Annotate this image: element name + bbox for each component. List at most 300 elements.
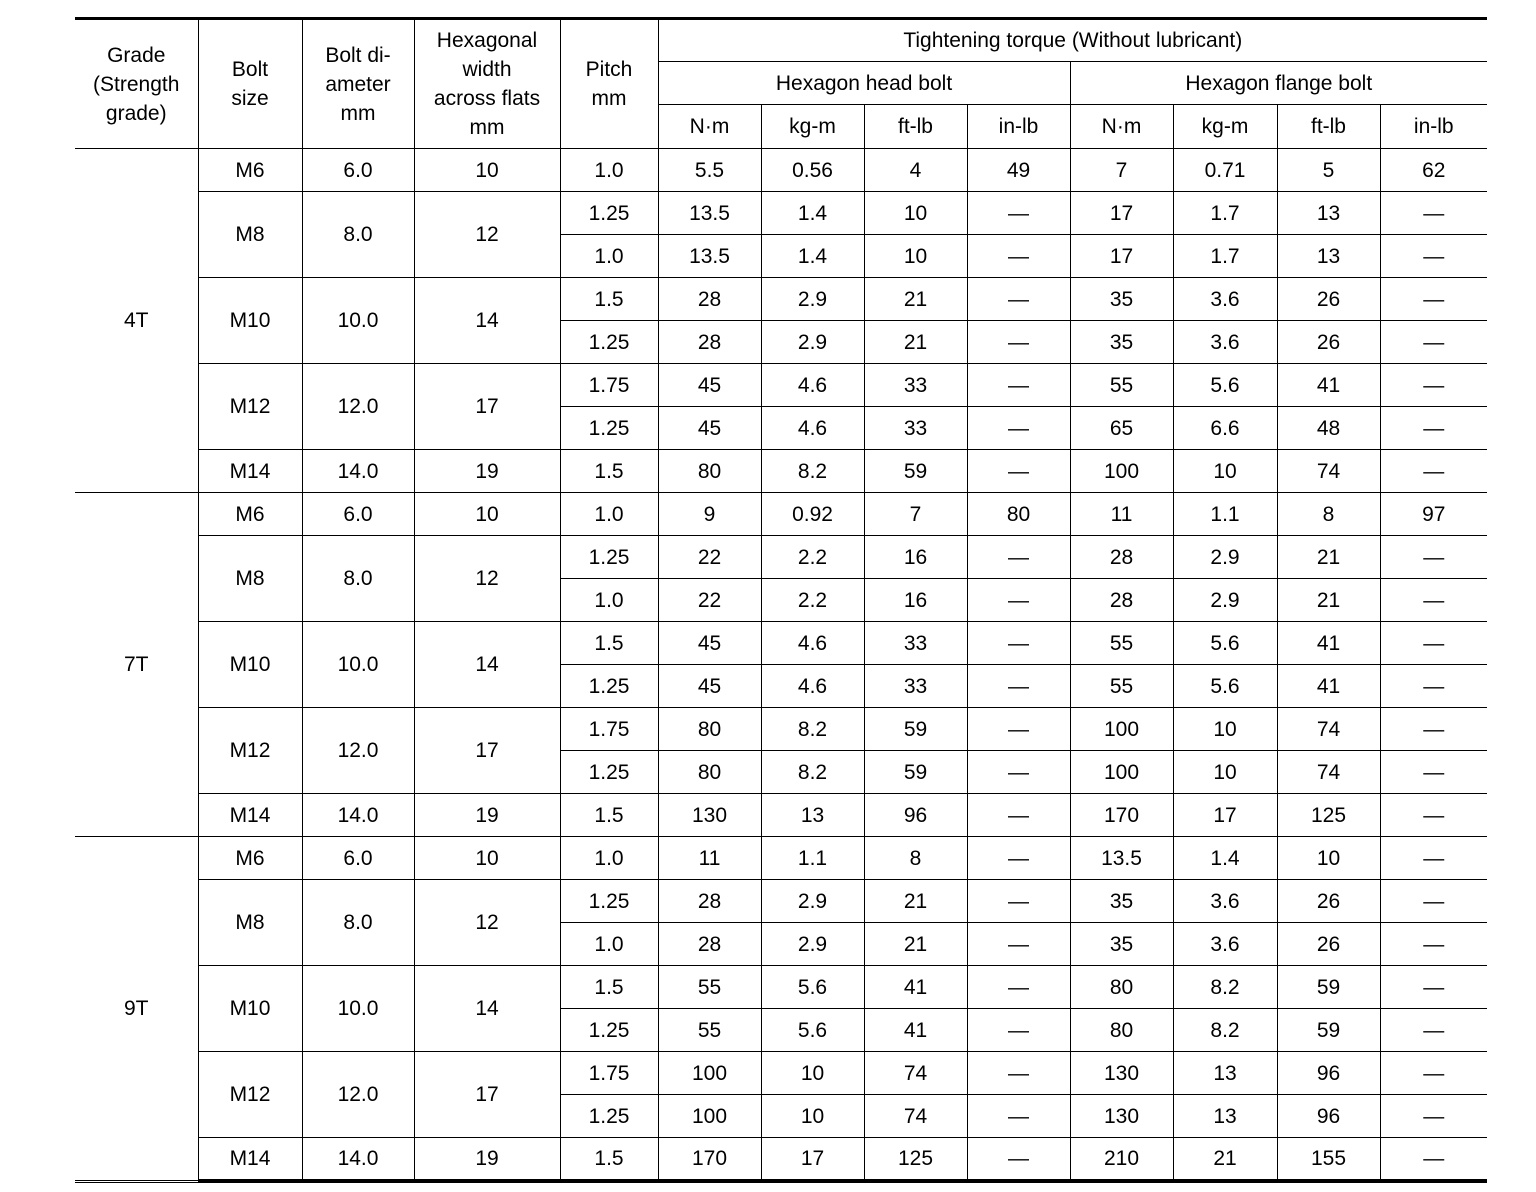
flange-bolt-torque-cell: 35 <box>1070 278 1173 321</box>
head-bolt-torque-cell: 10 <box>761 1095 864 1138</box>
flange-bolt-torque-cell: 55 <box>1070 622 1173 665</box>
head-bolt-torque-cell: — <box>967 321 1070 364</box>
pitch-cell: 1.0 <box>560 493 658 536</box>
head-bolt-torque-cell: 21 <box>864 278 967 321</box>
hex-width-cell: 17 <box>414 364 560 450</box>
table-row <box>75 1052 1487 1095</box>
flange-bolt-torque-cell: 17 <box>1173 794 1277 837</box>
flange-bolt-torque-cell: 3.6 <box>1173 321 1277 364</box>
flange-bolt-torque-cell: 5.6 <box>1173 364 1277 407</box>
flange-bolt-torque-cell: 35 <box>1070 923 1173 966</box>
flange-bolt-torque-cell: — <box>1380 794 1487 837</box>
hex-width-cell: 17 <box>414 708 560 794</box>
head-bolt-torque-cell: 8.2 <box>761 751 864 794</box>
pitch-cell: 1.5 <box>560 278 658 321</box>
head-bolt-torque-cell: — <box>967 966 1070 1009</box>
flange-bolt-torque-cell: 55 <box>1070 364 1173 407</box>
flange-bolt-torque-cell: 2.9 <box>1173 579 1277 622</box>
head-bolt-torque-cell: 0.56 <box>761 149 864 192</box>
head-bolt-torque-cell: — <box>967 450 1070 493</box>
flange-bolt-torque-cell: 10 <box>1277 837 1380 880</box>
header-hex-width-line: mm <box>469 116 505 139</box>
header-hex-width-line: Hexagonal <box>436 29 538 52</box>
head-bolt-torque-cell: — <box>967 1052 1070 1095</box>
head-bolt-torque-cell: 13.5 <box>658 235 761 278</box>
flange-bolt-torque-cell: 74 <box>1277 450 1380 493</box>
hex-width-cell: 19 <box>414 794 560 837</box>
flange-bolt-torque-cell: 59 <box>1277 966 1380 1009</box>
header-pitch <box>560 19 658 149</box>
head-bolt-torque-cell: — <box>967 579 1070 622</box>
bolt-diameter-cell: 8.0 <box>302 192 414 278</box>
table-row <box>75 966 1487 1009</box>
flange-bolt-torque-cell: — <box>1380 880 1487 923</box>
head-bolt-torque-cell: — <box>967 880 1070 923</box>
flange-bolt-torque-cell: 5.6 <box>1173 622 1277 665</box>
unit-header: ft-lb <box>864 105 967 149</box>
flange-bolt-torque-cell: 125 <box>1277 794 1380 837</box>
flange-bolt-torque-cell: 35 <box>1070 321 1173 364</box>
unit-header: kg-m <box>1173 105 1277 149</box>
bolt-diameter-cell: 12.0 <box>302 1052 414 1138</box>
flange-bolt-torque-cell: 6.6 <box>1173 407 1277 450</box>
table-row <box>75 880 1487 923</box>
flange-bolt-torque-cell: — <box>1380 321 1487 364</box>
flange-bolt-torque-cell: 80 <box>1070 966 1173 1009</box>
pitch-cell: 1.0 <box>560 235 658 278</box>
head-bolt-torque-cell: — <box>967 192 1070 235</box>
flange-bolt-torque-cell: 17 <box>1070 192 1173 235</box>
flange-bolt-torque-cell: — <box>1380 579 1487 622</box>
flange-bolt-torque-cell: — <box>1380 751 1487 794</box>
head-bolt-torque-cell: 21 <box>864 923 967 966</box>
pitch-cell: 1.25 <box>560 751 658 794</box>
head-bolt-torque-cell: 130 <box>658 794 761 837</box>
flange-bolt-torque-cell: 41 <box>1277 665 1380 708</box>
head-bolt-torque-cell: 59 <box>864 450 967 493</box>
flange-bolt-torque-cell: 155 <box>1277 1138 1380 1181</box>
head-bolt-torque-cell: 16 <box>864 579 967 622</box>
head-bolt-torque-cell: — <box>967 751 1070 794</box>
flange-bolt-torque-cell: 3.6 <box>1173 923 1277 966</box>
flange-bolt-torque-cell: 3.6 <box>1173 278 1277 321</box>
head-bolt-torque-cell: 74 <box>864 1052 967 1095</box>
flange-bolt-torque-cell: — <box>1380 450 1487 493</box>
head-bolt-torque-cell: 13 <box>761 794 864 837</box>
flange-bolt-torque-cell: 21 <box>1173 1138 1277 1181</box>
header-pitch-line: Pitch <box>585 58 633 81</box>
head-bolt-torque-cell: — <box>967 708 1070 751</box>
head-bolt-torque-cell: 8.2 <box>761 708 864 751</box>
flange-bolt-torque-cell: 62 <box>1380 149 1487 192</box>
head-bolt-torque-cell: 16 <box>864 536 967 579</box>
grade-cell: 7T <box>75 493 198 837</box>
flange-bolt-torque-cell: 28 <box>1070 579 1173 622</box>
bolt-size-cell: M12 <box>198 708 302 794</box>
bolt-size-cell: M8 <box>198 880 302 966</box>
head-bolt-torque-cell: 2.9 <box>761 923 864 966</box>
pitch-cell: 1.0 <box>560 923 658 966</box>
pitch-cell: 1.75 <box>560 364 658 407</box>
head-bolt-torque-cell: — <box>967 407 1070 450</box>
head-bolt-torque-cell: 4.6 <box>761 364 864 407</box>
bolt-size-cell: M8 <box>198 192 302 278</box>
head-bolt-torque-cell: 28 <box>658 923 761 966</box>
head-bolt-torque-cell: 59 <box>864 751 967 794</box>
header-bolt-diameter-line: Bolt di- <box>325 43 391 67</box>
head-bolt-torque-cell: 0.92 <box>761 493 864 536</box>
flange-bolt-torque-cell: — <box>1380 407 1487 450</box>
head-bolt-torque-cell: 5.5 <box>658 149 761 192</box>
flange-bolt-torque-cell: 13 <box>1277 192 1380 235</box>
table-row <box>75 837 1487 880</box>
head-bolt-torque-cell: 28 <box>658 321 761 364</box>
head-bolt-torque-cell: 22 <box>658 536 761 579</box>
flange-bolt-torque-cell: 17 <box>1070 235 1173 278</box>
bolt-diameter-cell: 10.0 <box>302 278 414 364</box>
bolt-size-cell: M12 <box>198 1052 302 1138</box>
flange-bolt-torque-cell: 1.1 <box>1173 493 1277 536</box>
pitch-cell: 1.25 <box>560 1009 658 1052</box>
bolt-diameter-cell: 10.0 <box>302 622 414 708</box>
header-bolt-size <box>198 19 302 149</box>
flange-bolt-torque-cell: 1.7 <box>1173 192 1277 235</box>
head-bolt-torque-cell: — <box>967 1009 1070 1052</box>
flange-bolt-torque-cell: 21 <box>1277 536 1380 579</box>
head-bolt-torque-cell: 1.1 <box>761 837 864 880</box>
unit-header: kg-m <box>761 105 864 149</box>
head-bolt-torque-cell: 28 <box>658 880 761 923</box>
flange-bolt-torque-cell: — <box>1380 1138 1487 1181</box>
table-row <box>75 493 1487 536</box>
pitch-cell: 1.5 <box>560 450 658 493</box>
head-bolt-torque-cell: 5.6 <box>761 966 864 1009</box>
head-bolt-torque-cell: 100 <box>658 1052 761 1095</box>
bolt-size-cell: M14 <box>198 794 302 837</box>
head-bolt-torque-cell: 33 <box>864 665 967 708</box>
bolt-diameter-cell: 14.0 <box>302 1138 414 1181</box>
head-bolt-torque-cell: — <box>967 794 1070 837</box>
flange-bolt-torque-cell: 210 <box>1070 1138 1173 1181</box>
flange-bolt-torque-cell: 5.6 <box>1173 665 1277 708</box>
head-bolt-torque-cell: 45 <box>658 622 761 665</box>
flange-bolt-torque-cell: 130 <box>1070 1052 1173 1095</box>
head-bolt-torque-cell: 125 <box>864 1138 967 1181</box>
pitch-cell: 1.5 <box>560 794 658 837</box>
head-bolt-torque-cell: 41 <box>864 1009 967 1052</box>
head-bolt-torque-cell: 28 <box>658 278 761 321</box>
header-bolt-diameter-line: ameter <box>325 72 391 96</box>
flange-bolt-torque-cell: 10 <box>1173 450 1277 493</box>
table-row <box>75 536 1487 579</box>
pitch-cell: 1.0 <box>560 837 658 880</box>
head-bolt-torque-cell: 9 <box>658 493 761 536</box>
bolt-size-cell: M6 <box>198 149 302 192</box>
flange-bolt-torque-cell: — <box>1380 235 1487 278</box>
flange-bolt-torque-cell: 41 <box>1277 364 1380 407</box>
flange-bolt-torque-cell: — <box>1380 364 1487 407</box>
flange-bolt-torque-cell: 55 <box>1070 665 1173 708</box>
head-bolt-torque-cell: — <box>967 1095 1070 1138</box>
bolt-size-cell: M10 <box>198 278 302 364</box>
flange-bolt-torque-cell: 5 <box>1277 149 1380 192</box>
head-bolt-torque-cell: 10 <box>761 1052 864 1095</box>
head-bolt-torque-cell: 80 <box>967 493 1070 536</box>
head-bolt-torque-cell: 22 <box>658 579 761 622</box>
hex-width-cell: 17 <box>414 1052 560 1138</box>
header-grade-line: grade) <box>105 101 167 125</box>
bolt-size-cell: M14 <box>198 450 302 493</box>
pitch-cell: 1.75 <box>560 708 658 751</box>
bolt-diameter-cell: 14.0 <box>302 794 414 837</box>
head-bolt-torque-cell: 80 <box>658 708 761 751</box>
bolt-size-cell: M14 <box>198 1138 302 1181</box>
flange-bolt-torque-cell: 1.7 <box>1173 235 1277 278</box>
flange-bolt-torque-cell: 170 <box>1070 794 1173 837</box>
flange-bolt-torque-cell: — <box>1380 966 1487 1009</box>
header-grade-line: (Strength <box>93 72 180 96</box>
bolt-diameter-cell: 8.0 <box>302 880 414 966</box>
header-bolt-diameter-line: mm <box>340 101 376 125</box>
pitch-cell: 1.0 <box>560 149 658 192</box>
header-row-1 <box>75 19 1487 62</box>
header-hex-width-line: across flats <box>433 87 541 110</box>
head-bolt-torque-cell: 80 <box>658 450 761 493</box>
bolt-diameter-cell: 10.0 <box>302 966 414 1052</box>
flange-bolt-torque-cell: 2.9 <box>1173 536 1277 579</box>
table-row <box>75 364 1487 407</box>
head-bolt-torque-cell: 21 <box>864 321 967 364</box>
header-bolt-size-line: size <box>231 87 269 110</box>
flange-bolt-torque-cell: 80 <box>1070 1009 1173 1052</box>
head-bolt-torque-cell: 74 <box>864 1095 967 1138</box>
table-row <box>75 622 1487 665</box>
header-flange-bolt: Hexagon flange bolt <box>1070 62 1487 105</box>
flange-bolt-torque-cell: 10 <box>1173 751 1277 794</box>
flange-bolt-torque-cell: 8 <box>1277 493 1380 536</box>
flange-bolt-torque-cell: 10 <box>1173 708 1277 751</box>
flange-bolt-torque-cell: 26 <box>1277 923 1380 966</box>
table-row <box>75 1138 1487 1181</box>
flange-bolt-torque-cell: 74 <box>1277 708 1380 751</box>
head-bolt-torque-cell: — <box>967 278 1070 321</box>
head-bolt-torque-cell: 100 <box>658 1095 761 1138</box>
flange-bolt-torque-cell: 21 <box>1277 579 1380 622</box>
unit-header: in-lb <box>1380 105 1487 149</box>
head-bolt-torque-cell: 49 <box>967 149 1070 192</box>
head-bolt-torque-cell: — <box>967 235 1070 278</box>
flange-bolt-torque-cell: 59 <box>1277 1009 1380 1052</box>
head-bolt-torque-cell: — <box>967 923 1070 966</box>
flange-bolt-torque-cell: 13 <box>1173 1052 1277 1095</box>
head-bolt-torque-cell: 45 <box>658 665 761 708</box>
head-bolt-torque-cell: 8 <box>864 837 967 880</box>
header-bolt-size-line: Bolt <box>231 58 269 81</box>
head-bolt-torque-cell: 2.2 <box>761 579 864 622</box>
flange-bolt-torque-cell: 26 <box>1277 321 1380 364</box>
hex-width-cell: 14 <box>414 966 560 1052</box>
table-row <box>75 149 1487 192</box>
bolt-diameter-cell: 12.0 <box>302 364 414 450</box>
flange-bolt-torque-cell: 13.5 <box>1070 837 1173 880</box>
head-bolt-torque-cell: 4.6 <box>761 665 864 708</box>
flange-bolt-torque-cell: — <box>1380 708 1487 751</box>
hex-width-cell: 12 <box>414 192 560 278</box>
head-bolt-torque-cell: 80 <box>658 751 761 794</box>
flange-bolt-torque-cell: — <box>1380 278 1487 321</box>
bolt-diameter-cell: 6.0 <box>302 149 414 192</box>
flange-bolt-torque-cell: 8.2 <box>1173 1009 1277 1052</box>
torque-table <box>75 17 1487 1182</box>
head-bolt-torque-cell: 33 <box>864 622 967 665</box>
bolt-diameter-cell: 8.0 <box>302 536 414 622</box>
head-bolt-torque-cell: — <box>967 364 1070 407</box>
flange-bolt-torque-cell: 7 <box>1070 149 1173 192</box>
flange-bolt-torque-cell: 41 <box>1277 622 1380 665</box>
flange-bolt-torque-cell: 26 <box>1277 880 1380 923</box>
flange-bolt-torque-cell: — <box>1380 1095 1487 1138</box>
bottom-rule <box>75 1182 1487 1183</box>
bolt-size-cell: M8 <box>198 536 302 622</box>
head-bolt-torque-cell: 4 <box>864 149 967 192</box>
flange-bolt-torque-cell: — <box>1380 923 1487 966</box>
head-bolt-torque-cell: 10 <box>864 235 967 278</box>
flange-bolt-torque-cell: 11 <box>1070 493 1173 536</box>
header-hex-width <box>414 19 560 149</box>
flange-bolt-torque-cell: 100 <box>1070 450 1173 493</box>
head-bolt-torque-cell: 170 <box>658 1138 761 1181</box>
bolt-diameter-cell: 12.0 <box>302 708 414 794</box>
head-bolt-torque-cell: 55 <box>658 1009 761 1052</box>
head-bolt-torque-cell: — <box>967 837 1070 880</box>
pitch-cell: 1.25 <box>560 407 658 450</box>
hex-width-cell: 19 <box>414 450 560 493</box>
table-row <box>75 450 1487 493</box>
bolt-diameter-cell: 14.0 <box>302 450 414 493</box>
flange-bolt-torque-cell: 3.6 <box>1173 880 1277 923</box>
flange-bolt-torque-cell: — <box>1380 622 1487 665</box>
head-bolt-torque-cell: 55 <box>658 966 761 1009</box>
head-bolt-torque-cell: 13.5 <box>658 192 761 235</box>
flange-bolt-torque-cell: 28 <box>1070 536 1173 579</box>
head-bolt-torque-cell: 59 <box>864 708 967 751</box>
hex-width-cell: 10 <box>414 493 560 536</box>
hex-width-cell: 14 <box>414 278 560 364</box>
bolt-size-cell: M6 <box>198 493 302 536</box>
table-row <box>75 708 1487 751</box>
pitch-cell: 1.5 <box>560 1138 658 1181</box>
pitch-cell: 1.25 <box>560 880 658 923</box>
table-row <box>75 192 1487 235</box>
flange-bolt-torque-cell: 100 <box>1070 708 1173 751</box>
pitch-cell: 1.25 <box>560 536 658 579</box>
flange-bolt-torque-cell: 13 <box>1173 1095 1277 1138</box>
bolt-diameter-cell: 6.0 <box>302 493 414 536</box>
unit-header: N·m <box>1070 105 1173 149</box>
head-bolt-torque-cell: — <box>967 665 1070 708</box>
head-bolt-torque-cell: 11 <box>658 837 761 880</box>
table-body <box>75 149 1487 1181</box>
head-bolt-torque-cell: 4.6 <box>761 407 864 450</box>
flange-bolt-torque-cell: — <box>1380 665 1487 708</box>
pitch-cell: 1.25 <box>560 321 658 364</box>
hex-width-cell: 10 <box>414 149 560 192</box>
flange-bolt-torque-cell: 100 <box>1070 751 1173 794</box>
head-bolt-torque-cell: 10 <box>864 192 967 235</box>
head-bolt-torque-cell: 4.6 <box>761 622 864 665</box>
head-bolt-torque-cell: 45 <box>658 407 761 450</box>
flange-bolt-torque-cell: 97 <box>1380 493 1487 536</box>
bolt-size-cell: M6 <box>198 837 302 880</box>
head-bolt-torque-cell: 2.9 <box>761 321 864 364</box>
flange-bolt-torque-cell: — <box>1380 536 1487 579</box>
flange-bolt-torque-cell: — <box>1380 1052 1487 1095</box>
bolt-size-cell: M10 <box>198 622 302 708</box>
pitch-cell: 1.75 <box>560 1052 658 1095</box>
hex-width-cell: 12 <box>414 880 560 966</box>
hex-width-cell: 14 <box>414 622 560 708</box>
header-head-bolt: Hexagon head bolt <box>658 62 1070 105</box>
header-torque-group: Tightening torque (Without lubricant) <box>658 19 1487 62</box>
head-bolt-torque-cell: 41 <box>864 966 967 1009</box>
flange-bolt-torque-cell: 130 <box>1070 1095 1173 1138</box>
head-bolt-torque-cell: 21 <box>864 880 967 923</box>
head-bolt-torque-cell: 33 <box>864 407 967 450</box>
pitch-cell: 1.0 <box>560 579 658 622</box>
flange-bolt-torque-cell: 35 <box>1070 880 1173 923</box>
head-bolt-torque-cell: 7 <box>864 493 967 536</box>
flange-bolt-torque-cell: 13 <box>1277 235 1380 278</box>
unit-header: in-lb <box>967 105 1070 149</box>
grade-cell: 4T <box>75 149 198 493</box>
head-bolt-torque-cell: — <box>967 536 1070 579</box>
head-bolt-torque-cell: 45 <box>658 364 761 407</box>
table-row <box>75 278 1487 321</box>
bolt-diameter-cell: 6.0 <box>302 837 414 880</box>
header-grade-line: Grade <box>107 43 166 67</box>
head-bolt-torque-cell: 1.4 <box>761 192 864 235</box>
head-bolt-torque-cell: 2.2 <box>761 536 864 579</box>
flange-bolt-torque-cell: 96 <box>1277 1095 1380 1138</box>
unit-header: ft-lb <box>1277 105 1380 149</box>
head-bolt-torque-cell: 17 <box>761 1138 864 1181</box>
flange-bolt-torque-cell: — <box>1380 837 1487 880</box>
head-bolt-torque-cell: 2.9 <box>761 278 864 321</box>
flange-bolt-torque-cell: 74 <box>1277 751 1380 794</box>
head-bolt-torque-cell: 2.9 <box>761 880 864 923</box>
head-bolt-torque-cell: 5.6 <box>761 1009 864 1052</box>
flange-bolt-torque-cell: — <box>1380 1009 1487 1052</box>
bolt-size-cell: M12 <box>198 364 302 450</box>
hex-width-cell: 19 <box>414 1138 560 1181</box>
flange-bolt-torque-cell: 0.71 <box>1173 149 1277 192</box>
head-bolt-torque-cell: 33 <box>864 364 967 407</box>
header-pitch-line: mm <box>591 87 627 110</box>
unit-header: N·m <box>658 105 761 149</box>
hex-width-cell: 10 <box>414 837 560 880</box>
head-bolt-torque-cell: 1.4 <box>761 235 864 278</box>
pitch-cell: 1.25 <box>560 665 658 708</box>
flange-bolt-torque-cell: 48 <box>1277 407 1380 450</box>
hex-width-cell: 12 <box>414 536 560 622</box>
flange-bolt-torque-cell: 96 <box>1277 1052 1380 1095</box>
grade-cell: 9T <box>75 837 198 1181</box>
header-grade <box>75 19 198 149</box>
header-hex-width-line: width <box>462 58 512 81</box>
flange-bolt-torque-cell: — <box>1380 192 1487 235</box>
flange-bolt-torque-cell: 8.2 <box>1173 966 1277 1009</box>
head-bolt-torque-cell: — <box>967 1138 1070 1181</box>
